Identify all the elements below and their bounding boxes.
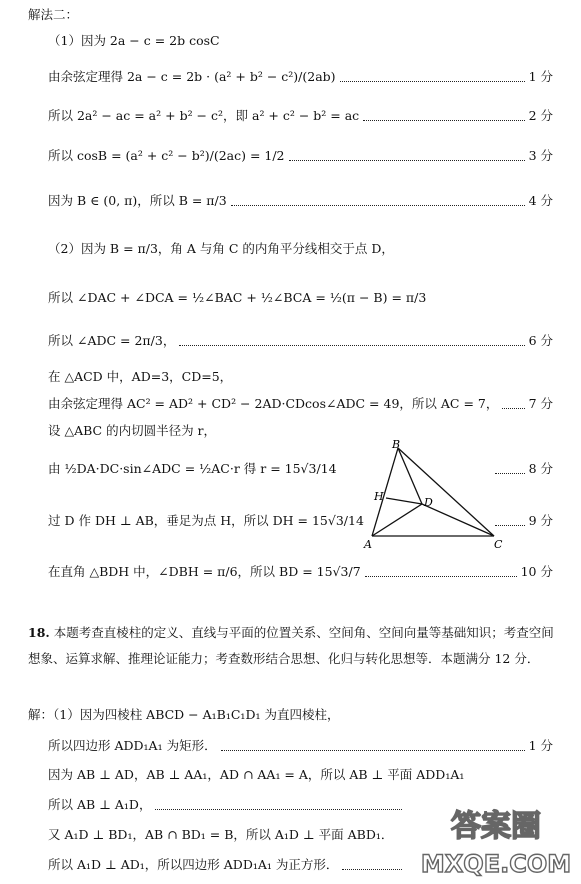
segment-dh xyxy=(386,498,422,504)
part1-intro: （1）因为 2a − c = 2b cosC xyxy=(48,33,220,48)
part2-step-2: 在 △ACD 中，AD=3，CD=5， xyxy=(48,369,233,384)
q18-step-2: 因为 AB ⊥ AD，AB ⊥ AA₁，AD ∩ AA₁ = A，所以 AB ⊥ 平面 ADD₁A₁ xyxy=(48,767,465,782)
part2-step-3: 由余弦定理得 AC² = AD² + CD² − 2AD·CDcos∠ADC = 49，所以 AC = 7， 7 分 xyxy=(48,396,553,411)
segment-bd xyxy=(398,448,422,504)
q18-step-1: 所以四边形 ADD₁A₁ 为矩形． 1 分 xyxy=(48,738,553,753)
part1-step-1: 由余弦定理得 2a − c = 2b · (a² + b² − c²)/(2ab) 1 分 xyxy=(48,69,553,84)
watermark-logo xyxy=(421,800,571,878)
q18-solution-intro: 解：（1）因为四棱柱 ABCD − A₁B₁C₁D₁ 为直四棱柱， xyxy=(28,707,340,722)
watermark-bottom: MXQE.COM xyxy=(421,850,571,878)
part2-angle-sum: 所以 ∠DAC + ∠DCA = ½∠BAC + ½∠BCA = ½(π − B) = π/3 xyxy=(48,290,427,305)
label-c: C xyxy=(494,538,503,551)
part1-step-2: 所以 2a² − ac = a² + b² − c²，即 a² + c² − b² = ac 2 分 xyxy=(48,108,553,123)
part2-step-5: 由 ½DA·DC·sin∠ADC = ½AC·r 得 r = 15√3/14 8 分 xyxy=(48,461,553,476)
part2-step-1: 所以 ∠ADC = 2π/3， 6 分 xyxy=(48,333,553,348)
q18-description: 18. 本题考查直棱柱的定义、直线与平面的位置关系、空间角、空间向量等基础知识；考查空间想象、运算求解、推理论证能力；考查数形结合思想、化归与转化思想等．本题满分 12 分． xyxy=(28,625,554,666)
part1-step-3: 所以 cosB = (a² + c² − b²)/(2ac) = 1/2 3 分 xyxy=(48,148,553,163)
part2-step-7: 在直角 △BDH 中，∠DBH = π/6，所以 BD = 15√3/7 10 分 xyxy=(48,564,553,579)
watermark-top: 答案圈 xyxy=(451,809,541,844)
part2-step-4: 设 △ABC 的内切圆半径为 r， xyxy=(48,423,217,438)
solution-heading: 解法二： xyxy=(28,7,79,22)
segment-bc xyxy=(398,448,494,536)
q18-step-3: 所以 AB ⊥ A₁D， xyxy=(48,794,406,814)
label-d: D xyxy=(424,496,433,509)
label-b: B xyxy=(392,438,401,451)
q18-step-4: 又 A₁D ⊥ BD₁，AB ∩ BD₁ = B，所以 A₁D ⊥ 平面 ABD₁． xyxy=(48,827,394,842)
part1-step-4: 因为 B ∈ (0, π)，所以 B = π/3 4 分 xyxy=(48,193,553,208)
part2-step-6: 过 D 作 DH ⊥ AB，垂足为点 H，所以 DH = 15√3/14 9 分 xyxy=(48,513,553,528)
q18-step-5: 所以 A₁D ⊥ AD₁，所以四边形 ADD₁A₁ 为正方形． xyxy=(48,854,406,874)
label-a: A xyxy=(364,538,372,551)
triangle-figure xyxy=(362,438,512,553)
part2-intro: （2）因为 B = π/3，角 A 与角 C 的内角平分线相交于点 D， xyxy=(48,241,394,256)
label-h: H xyxy=(374,490,384,503)
